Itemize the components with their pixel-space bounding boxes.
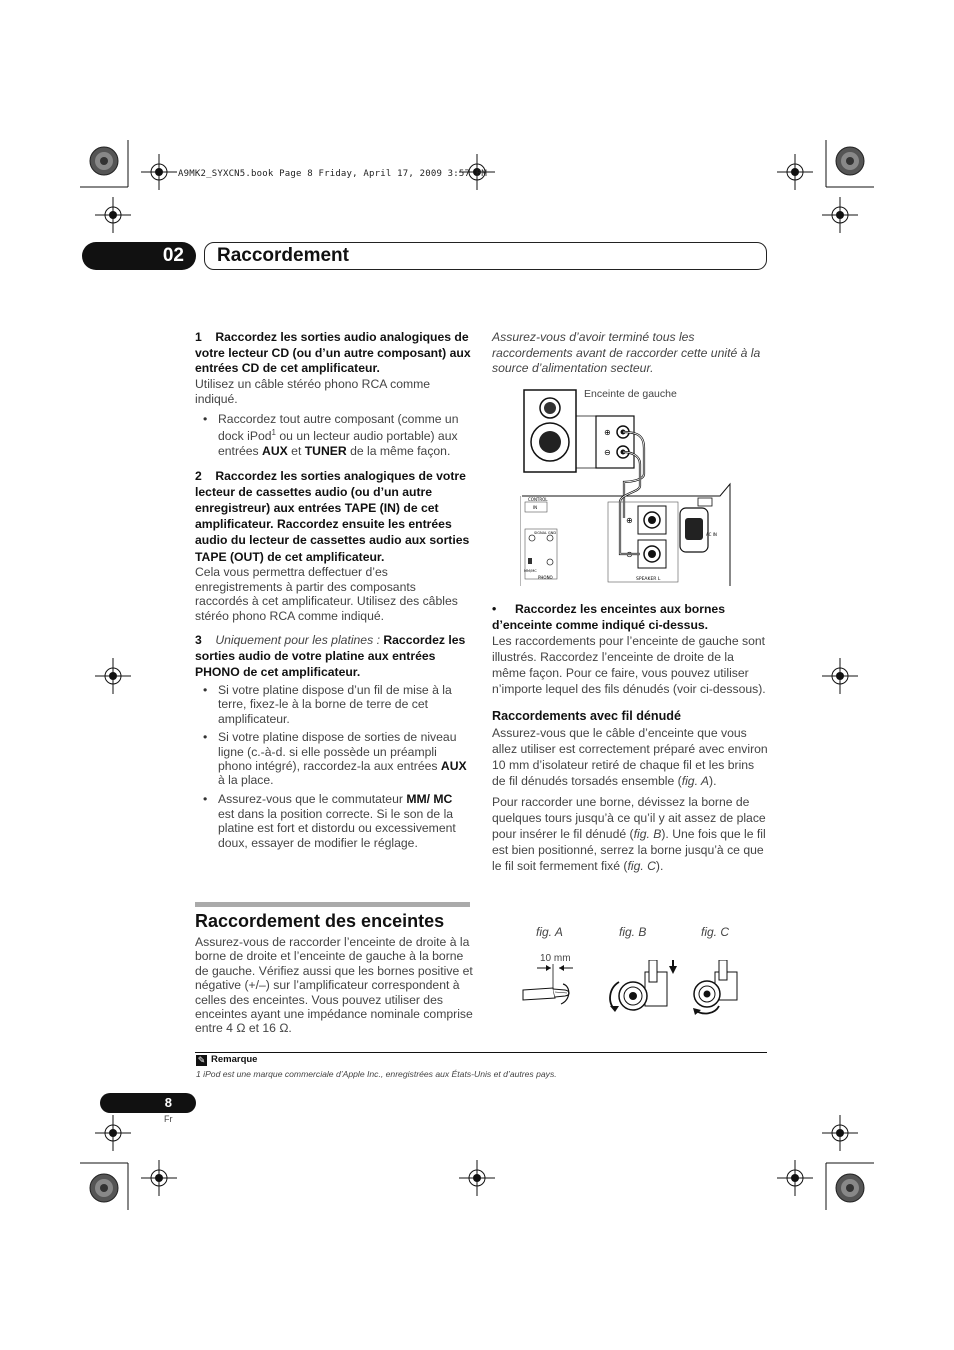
footnote-rule <box>195 1052 767 1053</box>
svg-text:⊖: ⊖ <box>604 448 611 457</box>
file-info: A9MK2_SYXCN5.book Page 8 Friday, April 17, 2009 3:57 PM <box>178 169 488 179</box>
note-label: Remarque <box>211 1054 258 1065</box>
note-icon: ✎ <box>197 1055 206 1065</box>
speaker-terminals <box>596 416 634 468</box>
svg-text:SIGNAL GND: SIGNAL GND <box>534 531 557 535</box>
step-3-bullet-line-level: • Si votre platine dispose de sorties de niveau ligne (c.-à-d. si elle possède un préampli phono intégré), raccordez-la aux entrées AUX à la place. <box>195 730 471 787</box>
intro-note: Assurez-vous d’avoir terminé tous les raccordements avant de raccorder cette unité à la source d’alimentation secteur. <box>492 330 761 376</box>
right-column-body <box>492 601 769 874</box>
svg-text:⊖: ⊖ <box>626 550 633 559</box>
fig-a-measure: 10 mm <box>540 953 571 964</box>
fig-c-binding-post <box>693 960 737 1015</box>
chapter-number: 02 <box>82 242 196 270</box>
step-2-text: Cela vous permettra deffectuer d’es enregistrements à partir des composants raccordés à cet amplificateur. Utilisez des câbles stéréo phono RCA comme indiqué. <box>195 564 458 624</box>
step-1-text: Utilisez un câble stéréo phono RCA comme indiqué. <box>195 376 431 407</box>
connect-bullet-heading: • Raccordez les enceintes aux bornes d’enceinte comme indiqué ci-dessus. <box>492 602 725 632</box>
step-1-heading: 1 Raccordez les sorties audio analogiques de votre lecteur CD (ou d’un autre composant) aux entrées CD de cet amplificateur. <box>195 330 471 376</box>
svg-text:PHONO: PHONO <box>538 575 553 580</box>
fig-a-wire <box>523 964 573 1004</box>
chapter-title: Raccordement <box>217 245 349 266</box>
connect-bullet-text: Les raccordements pour l’enceinte de gauche sont illustrés. Raccordez l’enceinte de droite de la même façon. Pour ce faire, vous pouvez utiliser n’importe lequel des fils dénudés (voir ci-dessous). <box>492 634 766 696</box>
left-column <box>195 330 471 851</box>
bare-wire-heading: Raccordements avec fil dénudé <box>492 709 681 723</box>
bare-wire-text-1: Assurez-vous que le câble d’enceinte que vous allez utiliser est correctement préparé avec environ 10 mm d’isolateur retiré de chaque fil et les brins de fil dénudés torsadés ensemble (fig. A). <box>492 726 768 788</box>
section-text: Assurez-vous de raccorder l’enceinte de droite à la borne de droite et l’enceinte de gauche à la borne de gauche. Vérifiez aussi que les bornes positive et négative (+/–) sur l’amplificateur correspondent à celles des enceintes. Vous pouvez utiliser des enceintes ayant une impédance nominale comprise entre 4 Ω et 16 Ω. <box>195 935 473 1036</box>
bare-wire-text-2: Pour raccorder une borne, dévissez la borne de quelques tours jusqu’à ce qu’il y ait assez de place pour insérer le fil dénudé (fig. B). Une fois que le fil est bien positionné, serrez la borne jusqu’à ce que le fil soit fermement fixé (fig. C). <box>492 795 766 873</box>
fig-b-binding-post <box>610 960 677 1012</box>
bare-wire-figures <box>515 960 745 1020</box>
svg-text:⊕: ⊕ <box>626 516 633 525</box>
footnote-text: 1 iPod est une marque commerciale d’Apple Inc., enregistrées aux États-Unis et d’autres pays. <box>196 1069 557 1079</box>
speaker-label: Enceinte de gauche <box>584 388 677 400</box>
step-3-bullet-ground: • Si votre platine dispose d’un fil de mise à la terre, fixez-le à la borne de terre de cet amplificateur. <box>195 683 471 727</box>
fig-b-label: fig. B <box>619 925 647 939</box>
svg-text:IN: IN <box>533 505 538 510</box>
speaker-connection-diagram <box>520 386 735 591</box>
svg-text:MM/MC: MM/MC <box>524 569 537 573</box>
svg-text:AC IN: AC IN <box>706 532 717 537</box>
section-title: Raccordement des enceintes <box>195 911 445 931</box>
step-3-bullet-mm-mc: • Assurez-vous que le commutateur MM/ MC est dans la position correcte. Si le son de la platine est fort et distordu ou excessivement doux, essayer de modifier le réglage. <box>195 792 471 850</box>
fig-a-label: fig. A <box>536 925 563 939</box>
fig-c-label: fig. C <box>701 925 730 939</box>
step-3-heading: 3 Uniquement pour les platines : Raccordez les sorties audio de votre platine aux entrées PHONO de cet amplificateur. <box>195 632 466 680</box>
section-rule <box>195 902 470 907</box>
page-number: 8 <box>100 1093 196 1113</box>
step-1-bullet: • Raccordez tout autre composant (comme un dock iPod$^1$ ou un lecteur audio portable) aux entrées AUX et TUNER de la même façon. <box>195 412 471 459</box>
language-code: Fr <box>164 1114 173 1124</box>
svg-text:CONTROL: CONTROL <box>528 497 548 502</box>
step-2-heading: 2 Raccordez les sorties analogiques de votre lecteur de cassettes audio (ou d’un autre enregistreur) aux entrées TAPE (IN) de cet amplificateur. Raccordez ensuite les entrées audio du lecteur de cassettes audio aux sorties TAPE (OUT) de cet amplificateur. <box>195 468 470 564</box>
svg-text:⊕: ⊕ <box>604 428 611 437</box>
svg-text:SPEAKER L: SPEAKER L <box>636 577 661 582</box>
